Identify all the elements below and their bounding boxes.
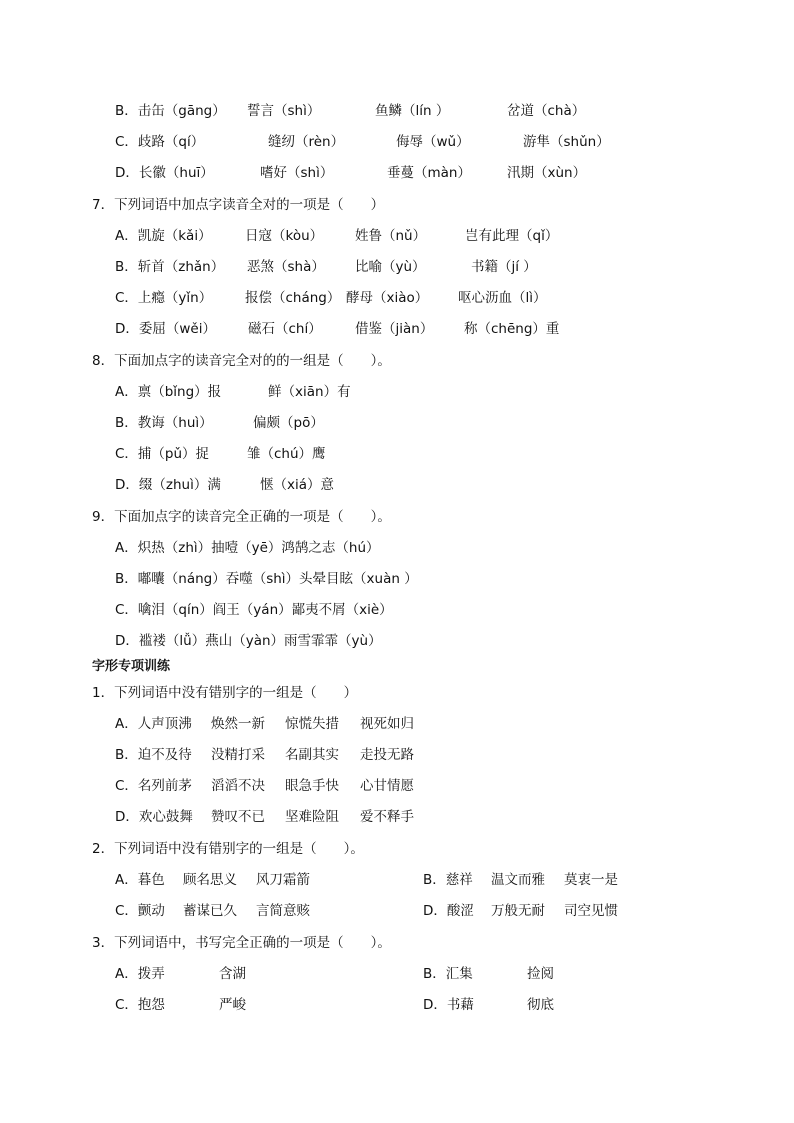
q7-c-3: 酵母（xiào）: [346, 290, 429, 306]
s3-stem: 3．下列词语中，书写完全正确的一项是（ ）。: [92, 935, 391, 951]
q7-b-4: 书籍（jí ）: [471, 259, 537, 275]
q8-b-2: 偏颇（pō）: [253, 415, 324, 431]
q8-d-2: 惬（xiá）意: [260, 477, 335, 493]
s2-b-1: B．慈祥: [423, 872, 473, 888]
q6-d-4: 汛期（xùn）: [507, 165, 587, 181]
s1-c-1: C．名列前茅: [115, 778, 192, 794]
q7-d-2: 磁石（chí）: [248, 321, 322, 337]
q6-c-4: 游隼（shǔn）: [523, 134, 610, 150]
q7-a-3: 姓鲁（nǔ）: [355, 228, 427, 244]
q8-d-1: D．缀（zhuì）满: [115, 477, 221, 493]
s2-c-1: C．颤动: [115, 903, 165, 919]
section-title: 字形专项训练: [92, 659, 171, 674]
s1-d-2: 赞叹不已: [211, 809, 265, 825]
s3-d-1: D．书藉: [423, 997, 474, 1013]
s2-d-2: 万般无耐: [491, 903, 545, 919]
s1-d-3: 坚难险阻: [285, 809, 339, 825]
q9-option-d: D．褴褛（lǚ）燕山（yàn）雨雪霏霏（yù）: [115, 633, 382, 649]
q6-d-3: 垂蔓（màn）: [387, 165, 471, 181]
s1-b-1: B．迫不及待: [115, 747, 192, 763]
q6-b-4: 岔道（chà）: [507, 103, 586, 119]
s2-stem: 2．下列词语中没有错别字的一组是（ ）。: [92, 841, 364, 857]
s2-d-3: 司空见惯: [564, 903, 618, 919]
q8-c-2: 雏（chú）鹰: [247, 446, 326, 462]
s2-b-3: 莫衷一是: [564, 872, 618, 888]
s1-c-3: 眼急手快: [285, 778, 339, 794]
q6-c-2: 缝纫（rèn）: [268, 134, 345, 150]
s1-a-2: 焕然一新: [211, 716, 265, 732]
q8-b-1: B．教诲（huì）: [115, 415, 213, 431]
q8-a-2: 鲜（xiān）有: [268, 384, 351, 400]
q9-option-a: A．炽热（zhì）抽噎（yē）鸿鹄之志（hú）: [115, 540, 380, 556]
s2-d-1: D．酸涩: [423, 903, 474, 919]
s3-d-2: 彻底: [527, 997, 554, 1013]
s1-a-1: A．人声顶沸: [115, 716, 192, 732]
q6-b-2: 誓言（shì）: [247, 103, 321, 119]
s1-d-4: 爱不释手: [360, 809, 414, 825]
q7-b-1: B．斩首（zhǎn）: [115, 259, 225, 275]
s1-stem: 1．下列词语中没有错别字的一组是（ ）: [92, 685, 358, 701]
s2-a-1: A．暮色: [115, 872, 165, 888]
s3-b-1: B．汇集: [423, 966, 473, 982]
s1-d-1: D．欢心鼓舞: [115, 809, 193, 825]
q7-b-2: 恶煞（shà）: [247, 259, 325, 275]
q9-option-b: B．嘟囔（náng）吞噬（shì）头晕目眩（xuàn ）: [115, 571, 418, 587]
q6-b-1: B．击缶（gāng）: [115, 103, 226, 119]
q6-c-3: 侮辱（wǔ）: [396, 134, 470, 150]
q7-b-3: 比喻（yù）: [355, 259, 426, 275]
q8-stem: 8．下面加点字的读音完全对的的一组是（ ）。: [92, 353, 391, 369]
q7-a-1: A．凯旋（kǎi）: [115, 228, 212, 244]
s3-a-1: A．拨弄: [115, 966, 165, 982]
s3-c-1: C．抱怨: [115, 997, 165, 1013]
s2-a-2: 顾名思义: [183, 872, 237, 888]
q8-a-1: A．禀（bǐng）报: [115, 384, 222, 400]
s3-a-2: 含湖: [219, 966, 246, 982]
q6-c-1: C．歧路（qí）: [115, 134, 205, 150]
q7-a-4: 岂有此理（qǐ）: [465, 228, 559, 244]
s2-c-3: 言简意赅: [256, 903, 310, 919]
s2-a-3: 风刀霜箭: [256, 872, 310, 888]
q7-stem: 7．下列词语中加点字读音全对的一项是（ ）: [92, 197, 385, 213]
q8-c-1: C．捕（pǔ）捉: [115, 446, 210, 462]
s1-b-3: 名副其实: [285, 747, 339, 763]
q7-d-1: D．委屈（wěi）: [115, 321, 216, 337]
s1-b-4: 走投无路: [360, 747, 414, 763]
q7-c-2: 报偿（cháng）: [245, 290, 341, 306]
s3-b-2: 捡阅: [527, 966, 554, 982]
s2-b-2: 温文而雅: [491, 872, 545, 888]
s1-a-3: 惊慌失措: [285, 716, 339, 732]
s1-c-2: 滔滔不决: [211, 778, 265, 794]
s3-c-2: 严峻: [219, 997, 246, 1013]
q6-d-1: D．长徽（huī）: [115, 165, 214, 181]
s1-b-2: 没精打采: [211, 747, 265, 763]
q9-option-c: C．噙泪（qín）阎王（yán）鄙夷不屑（xiè）: [115, 602, 393, 618]
q7-c-1: C．上瘾（yǐn）: [115, 290, 213, 306]
s1-a-4: 视死如归: [360, 716, 414, 732]
q6-b-3: 鱼鳞（lín ）: [375, 103, 450, 119]
q7-d-3: 借鉴（jiàn）: [355, 321, 434, 337]
s2-c-2: 蓄谋已久: [183, 903, 237, 919]
q6-d-2: 嗜好（shì）: [260, 165, 334, 181]
q7-d-4: 称（chēng）重: [464, 321, 560, 337]
q7-a-2: 日寇（kòu）: [245, 228, 324, 244]
q9-stem: 9．下面加点字的读音完全正确的一项是（ ）。: [92, 509, 391, 525]
s1-c-4: 心甘情愿: [360, 778, 414, 794]
q7-c-4: 呕心沥血（lì）: [458, 290, 547, 306]
